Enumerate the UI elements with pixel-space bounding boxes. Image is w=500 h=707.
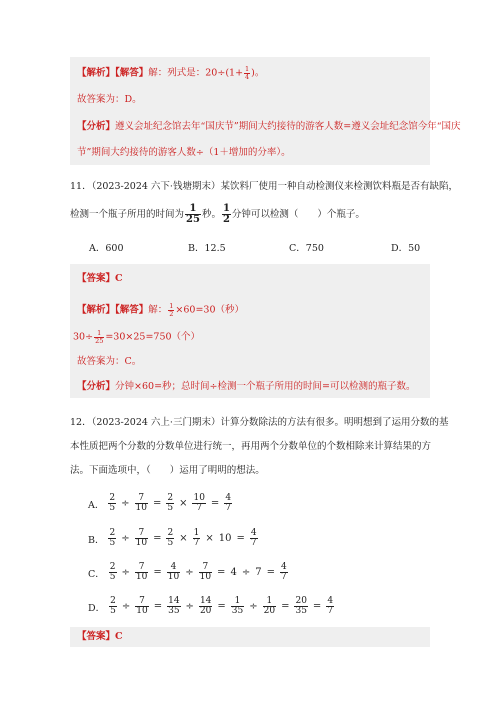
fraction: $\frac{2}{5}$ bbox=[109, 562, 116, 582]
math-symbol: 10 bbox=[218, 533, 232, 544]
explanation-line-2: 节”期间大约接待的游客人数÷（1＋增加的分率）。 bbox=[77, 147, 291, 158]
fraction: $\frac{2}{5}$ bbox=[167, 493, 174, 513]
fraction: $\frac{1}{4}$ bbox=[245, 65, 250, 81]
math-symbol: = bbox=[152, 498, 162, 509]
math-symbol: ÷ bbox=[121, 498, 130, 509]
math-symbol: = bbox=[210, 498, 220, 509]
fraction: $\frac{7}{10}$ bbox=[135, 493, 147, 513]
answer-tag: 【答案】C bbox=[77, 273, 123, 284]
option-label: A． bbox=[88, 499, 105, 511]
math-symbol: = bbox=[153, 601, 163, 612]
explanation-tag: 【分析】 bbox=[77, 121, 116, 132]
math-symbol: ÷ bbox=[185, 601, 194, 612]
math-symbol: = bbox=[153, 567, 162, 578]
fraction: $\frac{4}{7}$ bbox=[280, 562, 287, 582]
math-symbol: ÷ bbox=[121, 533, 130, 544]
fraction: $\frac{2}{5}$ bbox=[109, 493, 116, 513]
explanation-tag: 【分析】 bbox=[77, 381, 116, 392]
math-symbol: ÷ bbox=[241, 567, 251, 578]
option-label: C． bbox=[88, 568, 105, 580]
fraction: $\frac{7}{10}$ bbox=[199, 562, 212, 582]
fraction: $\frac{2}{5}$ bbox=[109, 528, 116, 548]
answer-tag: 【答案】C bbox=[77, 631, 123, 642]
math-symbol: = bbox=[217, 567, 226, 578]
math-symbol: = bbox=[312, 601, 322, 612]
fraction: $\frac{1}{20}$ bbox=[263, 596, 276, 616]
fraction: $\frac{1}{25}$ bbox=[95, 329, 104, 345]
math-symbol: 4 bbox=[230, 567, 237, 578]
question-11-line-1: 11．（2023-2024 六下·钱塘期末）某饮料厂使用一种自动检测仪来检测饮料瓶是否有缺陷， bbox=[70, 181, 458, 192]
question-11-line-2: 检测一个瓶子所用的时间为 $\frac{1}{25}$ 秒。 $\frac{1}{2}$ 分钟可以检测（ ）个瓶子。 bbox=[70, 203, 365, 225]
analysis-tag: 【解析】【解答】 bbox=[77, 67, 149, 79]
analysis-tag: 【解析】【解答】 bbox=[77, 304, 149, 316]
fraction: $\frac{4}{7}$ bbox=[250, 528, 257, 548]
option-d bbox=[88, 597, 335, 616]
fraction: $\frac{7}{10}$ bbox=[135, 562, 148, 582]
math-symbol: × bbox=[179, 498, 188, 509]
option-c: C．750 bbox=[289, 243, 324, 254]
math-symbol: × bbox=[205, 533, 214, 544]
math-symbol: × bbox=[179, 533, 188, 544]
fraction: $\frac{14}{35}$ bbox=[168, 596, 180, 616]
fraction: $\frac{4}{7}$ bbox=[225, 493, 232, 513]
option-c bbox=[88, 563, 289, 582]
math-symbol: = bbox=[217, 601, 226, 612]
analysis-line: 【解析】【解答】解：列式是：20÷(1+ $\frac{1}{4}$ )。 bbox=[77, 65, 265, 81]
math-symbol: ÷ bbox=[185, 567, 194, 578]
question-12-line-1: 12．（2023-2024 六上·三门期末）计算分数除法的方法有很多。明明想到了运用分数的基 bbox=[70, 417, 449, 428]
question-12-line-2: 本性质把两个分数的分数单位进行统一，再用两个分数单位的个数相除来计算结果的方 bbox=[70, 441, 432, 452]
answer-line: 故答案为：D。 bbox=[77, 94, 142, 105]
option-b bbox=[88, 529, 259, 548]
fraction: $\frac{4}{7}$ bbox=[327, 596, 334, 616]
math-symbol: = bbox=[281, 601, 290, 612]
fraction: $\frac{2}{5}$ bbox=[110, 596, 116, 616]
math-symbol: ÷ bbox=[121, 567, 130, 578]
fraction: $\frac{20}{35}$ bbox=[295, 596, 307, 616]
fraction: $\frac{14}{20}$ bbox=[199, 596, 212, 616]
explanation-line-1: 【分析】遵义会址纪念馆去年“国庆节”期间大约接待的游客人数=遵义会址纪念馆今年“国庆 bbox=[77, 121, 461, 132]
fraction: $\frac{7}{10}$ bbox=[135, 528, 148, 548]
solution-block-12 bbox=[70, 627, 430, 647]
math-symbol: ÷ bbox=[121, 601, 131, 612]
explanation-line: 【分析】分钟×60=秒；总时间÷检测一个瓶子所用的时间=可以检测的瓶子数。 bbox=[77, 381, 416, 392]
option-a: A．600 bbox=[89, 243, 124, 254]
fraction: $\frac{1}{2}$ bbox=[222, 203, 230, 225]
fraction: $\frac{2}{5}$ bbox=[167, 528, 174, 548]
math-symbol: = bbox=[236, 533, 245, 544]
math-symbol: 7 bbox=[255, 567, 262, 578]
fraction: $\frac{4}{10}$ bbox=[167, 562, 180, 582]
option-d: D．50 bbox=[391, 243, 421, 254]
fraction: $\frac{1}{35}$ bbox=[231, 596, 244, 616]
answer-line: 故答案为：C。 bbox=[77, 356, 142, 367]
fraction: $\frac{1}{7}$ bbox=[193, 528, 200, 548]
math-symbol: = bbox=[266, 567, 275, 578]
fraction: $\frac{10}{7}$ bbox=[193, 493, 205, 513]
question-12-line-3: 法。下面选项中，（ ）运用了明明的想法。 bbox=[70, 465, 265, 476]
math-symbol: ÷ bbox=[249, 601, 258, 612]
option-label: D． bbox=[88, 602, 106, 614]
fraction: $\frac{1}{25}$ bbox=[186, 203, 200, 225]
calculation-line: 30÷ $\frac{1}{25}$ =30×25=750（个） bbox=[73, 329, 201, 345]
option-label: B． bbox=[88, 534, 105, 546]
analysis-line: 【解析】【解答】解： $\frac{1}{2}$ ×60=30（秒） bbox=[77, 302, 245, 318]
fraction: $\frac{1}{2}$ bbox=[169, 302, 174, 318]
option-a bbox=[88, 494, 233, 513]
fraction: $\frac{7}{10}$ bbox=[136, 596, 148, 616]
math-symbol: = bbox=[153, 533, 162, 544]
option-b: B．12.5 bbox=[188, 243, 226, 254]
